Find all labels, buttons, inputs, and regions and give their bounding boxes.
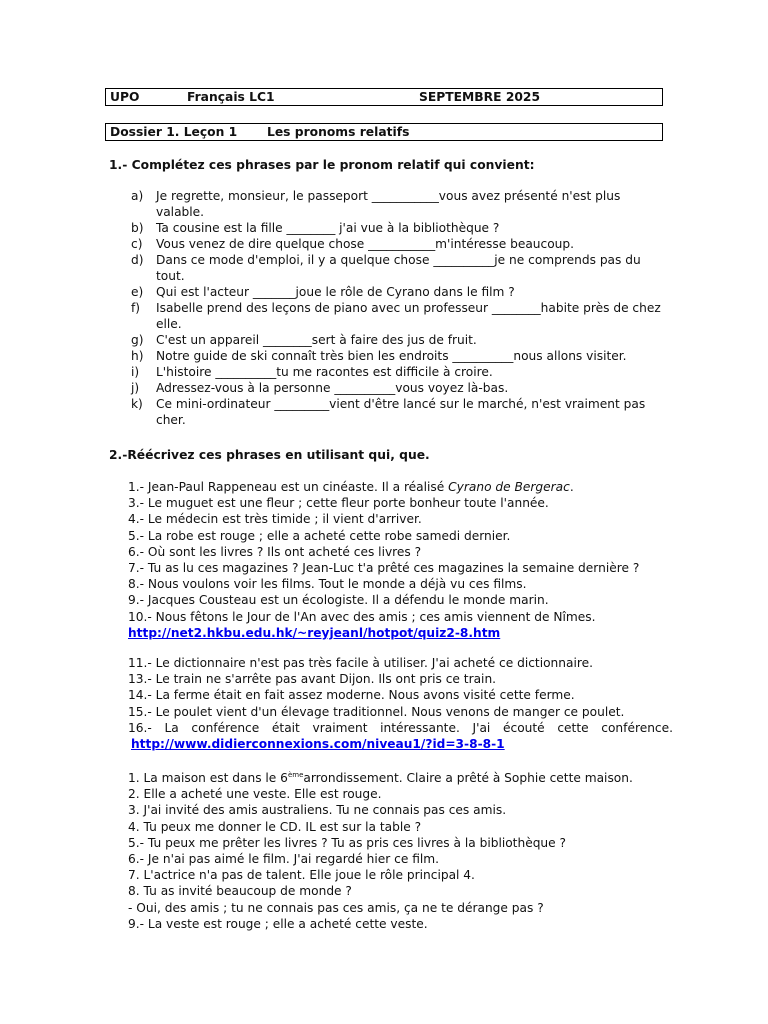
sentence-line: 1.- Jean-Paul Rappeneau est un cinéaste. Il a réalisé Cyrano de Bergerac. (128, 480, 574, 494)
sentence-line: 4. Tu peux me donner le CD. IL est sur la table ? (128, 819, 422, 834)
item-text: Qui est l'acteur _______joue le rôle de Cyrano dans le film ? (156, 285, 515, 299)
item-label: j) (131, 381, 140, 395)
item-text: Je regrette, monsieur, le passeport ___________vous avez présenté n'est plus valable. (156, 189, 621, 219)
sentence-line: 1. La maison est dans le 6èmearrondissement. Claire a prêté à Sophie cette maison. (128, 771, 633, 785)
sentence-line: - Oui, des amis ; tu ne connais pas ces amis, ça ne te dérange pas ? (128, 900, 544, 915)
item-text: Ta cousine est la fille ________ j'ai vue à la bibliothèque ? (156, 221, 500, 235)
exercise1-list (131, 188, 671, 428)
exercise1-item (131, 364, 671, 380)
dossier-label: Dossier 1. Leçon 1 (110, 125, 238, 139)
sentence-line: 9.- La veste est rouge ; elle a acheté cette veste. (128, 916, 428, 931)
exercise1-item (131, 348, 671, 364)
sentence-line: 15.- Le poulet vient d'un élevage traditionnel. Nous venons de manger ce poulet. (128, 704, 625, 719)
sentence-line: 7. L'actrice n'a pas de talent. Elle joue le rôle principal 4. (128, 868, 475, 883)
school-name: UPO (110, 90, 140, 104)
item-label: c) (131, 237, 143, 251)
exercise1-item (131, 332, 671, 348)
exercise1-item (131, 380, 671, 396)
item-text: Vous venez de dire quelque chose ___________m'intéresse beaucoup. (156, 237, 574, 251)
exercise1-item (131, 284, 671, 300)
exercise2-group3 (128, 767, 673, 932)
course-date: SEPTEMBRE 2025 (419, 90, 541, 104)
sentence-line: 9.- Jacques Cousteau est un écologiste. Il a défendu le monde marin. (128, 593, 549, 608)
item-label: h) (131, 349, 144, 363)
sentence-line: 2. Elle a acheté une veste. Elle est rouge. (128, 787, 382, 802)
exercise2-title: 2.-Réécrivez ces phrases en utilisant qui, que. (109, 448, 430, 462)
item-label: f) (131, 301, 141, 315)
item-label: d) (131, 253, 144, 267)
item-text: Dans ce mode d'emploi, il y a quelque chose __________je ne comprends pas du tout. (156, 253, 641, 283)
item-text: C'est un appareil ________sert à faire des jus de fruit. (156, 333, 477, 347)
sentence-line: 6.- Je n'ai pas aimé le film. J'ai regardé hier ce film. (128, 852, 440, 867)
sentence-line: 7.- Tu as lu ces magazines ? Jean-Luc t'a prêté ces magazines la semaine dernière ? (128, 561, 640, 576)
exercise1-item (131, 188, 671, 220)
dossier-box (105, 123, 663, 141)
exercise1-item (131, 396, 671, 428)
item-label: b) (131, 221, 144, 235)
item-text: Adressez-vous à la personne __________vous voyez là-bas. (156, 381, 509, 395)
item-label: k) (131, 397, 143, 411)
item-text: L'histoire __________tu me racontes est difficile à croire. (156, 365, 493, 379)
exercise1-title: 1.- Complétez ces phrases par le pronom relatif qui convient: (109, 158, 535, 172)
sentence-line: 14.- La ferme était en fait assez moderne. Nous avons visité cette ferme. (128, 688, 575, 703)
sentence-line: 13.- Le train ne s'arrête pas avant Dijon. Ils ont pris ce train. (128, 672, 497, 687)
sentence-line: 11.- Le dictionnaire n'est pas très facile à utiliser. J'ai acheté ce dictionnaire. (128, 656, 593, 670)
course-name: Français LC1 (187, 90, 275, 104)
exercise1-item (131, 252, 671, 284)
sentence-line: 4.- Le médecin est très timide ; il vient d'arriver. (128, 512, 422, 527)
item-text: Notre guide de ski connaît très bien les endroits __________nous allons visiter. (156, 349, 627, 363)
sentence-line: 10.- Nous fêtons le Jour de l'An avec des amis ; ces amis viennent de Nîmes. (128, 609, 596, 624)
sentence-line: 8.- Nous voulons voir les films. Tout le monde a déjà vu ces films. (128, 577, 527, 592)
exercise-link-2[interactable]: http://www.didierconnexions.com/niveau1/?id=3-8-8-1 (131, 737, 505, 752)
item-text: Isabelle prend des leçons de piano avec un professeur ________habite près de chez elle. (156, 301, 661, 331)
film-title: Cyrano de Bergerac (448, 480, 570, 494)
item-label: a) (131, 189, 144, 203)
exercise2-group2 (128, 655, 673, 752)
sentence-line: 3.- Le muguet est une fleur ; cette fleur porte bonheur toute l'année. (128, 496, 549, 511)
header-box (105, 88, 663, 106)
exercise2-group1 (128, 479, 673, 641)
exercise-link-1[interactable]: http://net2.hkbu.edu.hk/~reyjeanl/hotpot/quiz2-8.htm (128, 625, 501, 640)
exercise1-item (131, 236, 671, 252)
exercise1-item (131, 300, 671, 332)
sentence-line: 6.- Où sont les livres ? Ils ont acheté ces livres ? (128, 544, 422, 559)
item-label: i) (131, 365, 140, 379)
sentence-line: 5.- La robe est rouge ; elle a acheté cette robe samedi dernier. (128, 528, 511, 543)
sentence-line: 8. Tu as invité beaucoup de monde ? (128, 884, 352, 899)
item-label: e) (131, 285, 144, 299)
exercise1-item (131, 220, 671, 236)
sentence-line: 5.- Tu peux me prêter les livres ? Tu as pris ces livres à la bibliothèque ? (128, 835, 566, 850)
item-label: g) (131, 333, 144, 347)
lesson-topic: Les pronoms relatifs (267, 125, 410, 139)
item-text: Ce mini-ordinateur _________vient d'être lancé sur le marché, n'est vraiment pas cher. (156, 397, 646, 427)
sentence-line: 3. J'ai invité des amis australiens. Tu ne connais pas ces amis. (128, 803, 507, 818)
sentence-line: 16.- La conférence était vraiment intéressante. J'ai écouté cette conférence. (128, 720, 673, 735)
